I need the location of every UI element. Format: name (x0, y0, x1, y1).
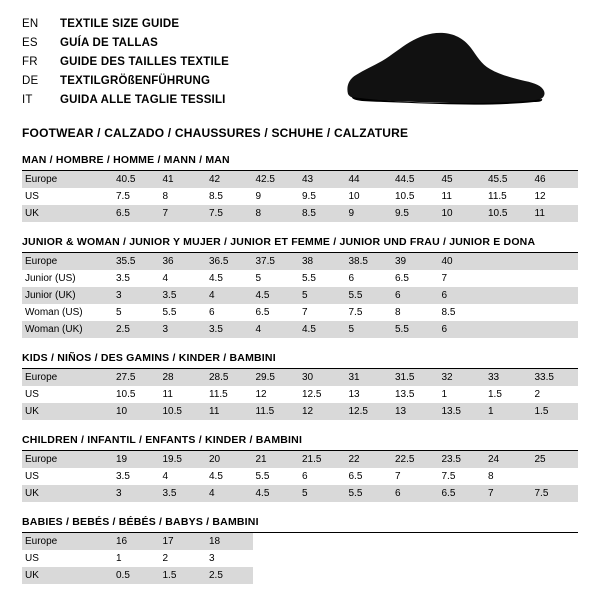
size-value-cell: 3.5 (116, 273, 130, 284)
size-value-cell: 5 (299, 287, 346, 304)
size-value-cell: 13.5 (439, 403, 486, 420)
size-value-cell: 8.5 (299, 205, 346, 222)
language-title-list-body (22, 16, 229, 111)
size-value-cell (532, 533, 579, 550)
size-value-cell: 8 (488, 471, 494, 482)
size-value-cell: 3.5 (206, 321, 253, 338)
size-table-body (22, 171, 578, 222)
size-row-label: UK (22, 567, 113, 584)
size-table-row (22, 287, 578, 304)
size-value-cell: 11.5 (209, 389, 228, 400)
size-value-cell: 8 (162, 191, 169, 202)
size-value-cell: 5.5 (255, 471, 270, 482)
size-value-cell (346, 567, 393, 584)
size-value-cell: 6 (302, 471, 308, 482)
size-value-cell: 35.5 (113, 253, 160, 270)
size-value-cell: 28.5 (206, 369, 253, 386)
size-value-cell: 41 (160, 171, 207, 188)
size-value-cell: 4 (206, 287, 253, 304)
size-value-cell: 7.5 (116, 191, 130, 202)
size-value-cell: 5 (299, 485, 346, 502)
size-table-row (22, 205, 578, 222)
size-value-cell: 3.5 (160, 287, 207, 304)
size-value-cell: 22 (346, 451, 393, 468)
size-value-cell: 5.5 (302, 273, 316, 284)
size-row-label: Europe (22, 451, 113, 468)
size-value-cell: 3 (209, 553, 215, 564)
size-value-cell: 1 (116, 553, 122, 564)
size-value-cell: 24 (485, 451, 532, 468)
size-table-row (22, 171, 578, 188)
size-value-cell (532, 253, 579, 270)
size-value-cell (532, 321, 579, 338)
size-table-block (22, 434, 578, 502)
size-value-cell: 6 (439, 321, 486, 338)
size-value-cell: 12 (299, 403, 346, 420)
size-row-label: Europe (22, 369, 113, 386)
size-value-cell: 9 (346, 205, 393, 222)
size-value-cell: 1.5 (160, 567, 207, 584)
size-value-cell: 3.5 (160, 485, 207, 502)
size-table-block (22, 236, 578, 338)
size-table-row (22, 369, 578, 386)
size-value-cell (253, 533, 300, 550)
size-value-cell: 6 (348, 273, 355, 284)
size-value-cell: 1.5 (532, 403, 579, 420)
size-value-cell: 2 (162, 553, 169, 564)
size-row-label: Junior (UK) (22, 287, 113, 304)
size-value-cell (532, 567, 579, 584)
size-value-cell: 11 (532, 205, 579, 222)
size-table-row (22, 270, 578, 287)
size-value-cell: 4.5 (253, 287, 300, 304)
size-value-cell: 17 (160, 533, 207, 550)
size-row-label: UK (22, 403, 113, 420)
size-table-heading: JUNIOR & WOMAN / JUNIOR Y MUJER / JUNIOR ET FEMME / JUNIOR UND FRAU / JUNIOR E DONA (22, 236, 578, 253)
size-value-cell: 5 (255, 273, 262, 284)
size-table-row (22, 567, 578, 584)
size-value-cell: 11 (206, 403, 253, 420)
language-title-list (22, 16, 229, 111)
size-row-label: US (25, 471, 39, 482)
size-value-cell: 10 (348, 191, 360, 202)
size-value-cell: 18 (206, 533, 253, 550)
size-value-cell: 11 (162, 389, 173, 400)
size-value-cell: 1 (485, 403, 532, 420)
language-row (22, 92, 229, 111)
size-value-cell: 32 (439, 369, 486, 386)
size-value-cell: 22.5 (392, 451, 439, 468)
size-table-row (22, 533, 578, 550)
size-value-cell: 13 (348, 389, 360, 400)
size-value-cell: 19.5 (160, 451, 207, 468)
size-value-cell: 10.5 (160, 403, 207, 420)
size-value-cell: 5 (346, 321, 393, 338)
size-value-cell: 8 (253, 205, 300, 222)
size-value-cell: 10.5 (116, 389, 136, 400)
size-value-cell (346, 550, 393, 567)
size-value-cell: 43 (299, 171, 346, 188)
size-value-cell: 6 (392, 287, 439, 304)
size-table-block (22, 154, 578, 222)
size-value-cell: 5.5 (392, 321, 439, 338)
size-value-cell: 5.5 (162, 307, 177, 318)
size-table-row (22, 321, 578, 338)
size-table (22, 369, 578, 420)
size-value-cell: 4 (162, 471, 169, 482)
size-value-cell: 7 (485, 485, 532, 502)
size-row-label: US (25, 191, 39, 202)
size-value-cell: 42.5 (253, 171, 300, 188)
size-value-cell (485, 270, 532, 287)
size-value-cell: 46 (532, 171, 579, 188)
size-value-cell: 6.5 (439, 485, 486, 502)
size-value-cell: 4.5 (253, 485, 300, 502)
size-value-cell: 27.5 (113, 369, 160, 386)
size-table-heading: CHILDREN / INFANTIL / ENFANTS / KINDER / BAMBINI (22, 434, 578, 451)
size-value-cell: 23.5 (439, 451, 486, 468)
size-value-cell: 3 (113, 485, 160, 502)
size-table-heading: BABIES / BEBÉS / BÉBÉS / BABYS / BAMBINI (22, 516, 578, 533)
size-value-cell: 3.5 (116, 471, 130, 482)
size-value-cell: 29.5 (253, 369, 300, 386)
size-value-cell: 7.5 (348, 307, 363, 318)
size-table-body (22, 253, 578, 338)
size-value-cell: 39 (392, 253, 439, 270)
size-value-cell (485, 304, 532, 321)
size-value-cell: 6.5 (255, 307, 270, 318)
size-value-cell: 8.5 (441, 307, 456, 318)
size-value-cell: 25 (532, 451, 579, 468)
size-value-cell: 7 (441, 273, 448, 284)
size-row-label: Woman (UK) (22, 321, 113, 338)
size-value-cell: 4 (162, 273, 169, 284)
size-value-cell: 12 (255, 389, 267, 400)
size-value-cell (439, 550, 486, 567)
language-code: EN (22, 18, 39, 30)
size-value-cell: 5 (116, 307, 122, 318)
size-value-cell: 45 (439, 171, 486, 188)
size-value-cell: 12.5 (346, 403, 393, 420)
size-value-cell: 45.5 (485, 171, 532, 188)
size-value-cell: 11 (441, 191, 452, 202)
language-title: GUIDE DES TAILLES TEXTILE (60, 56, 229, 68)
size-row-label: Junior (US) (25, 273, 76, 284)
size-value-cell (532, 468, 579, 485)
size-value-cell: 6.5 (395, 273, 409, 284)
language-code: ES (22, 37, 38, 49)
size-table-row (22, 550, 578, 567)
language-code: FR (22, 56, 38, 68)
size-value-cell: 5.5 (346, 287, 393, 304)
size-value-cell: 38 (299, 253, 346, 270)
document-header (22, 16, 578, 112)
language-title: GUIDA ALLE TAGLIE TESSILI (60, 94, 226, 106)
size-value-cell: 9 (255, 191, 262, 202)
size-value-cell: 4.5 (299, 321, 346, 338)
size-table-row (22, 386, 578, 403)
size-value-cell: 0.5 (113, 567, 160, 584)
size-value-cell (299, 533, 346, 550)
size-table (22, 253, 578, 338)
size-value-cell (439, 567, 486, 584)
size-table-row (22, 403, 578, 420)
size-value-cell: 6.5 (348, 471, 363, 482)
size-value-cell: 10.5 (395, 191, 415, 202)
size-value-cell (392, 533, 439, 550)
size-value-cell (532, 270, 579, 287)
size-row-label: US (25, 553, 39, 564)
size-table-row (22, 253, 578, 270)
size-row-label: Europe (22, 253, 113, 270)
size-value-cell: 7.5 (441, 471, 456, 482)
size-value-cell: 12 (534, 191, 546, 202)
size-table (22, 171, 578, 222)
size-value-cell: 37.5 (253, 253, 300, 270)
size-value-cell: 36.5 (206, 253, 253, 270)
size-value-cell (485, 533, 532, 550)
size-value-cell: 11.5 (488, 191, 507, 202)
size-value-cell: 33 (485, 369, 532, 386)
size-value-cell: 10.5 (485, 205, 532, 222)
size-value-cell: 3 (160, 321, 207, 338)
size-value-cell: 20 (206, 451, 253, 468)
size-table-block (22, 516, 578, 584)
size-value-cell: 33.5 (532, 369, 579, 386)
size-value-cell: 9.5 (392, 205, 439, 222)
language-row (22, 73, 229, 92)
size-value-cell (299, 567, 346, 584)
size-value-cell (485, 567, 532, 584)
size-row-label: Europe (22, 171, 113, 188)
size-value-cell (392, 550, 439, 567)
size-table-body (22, 451, 578, 502)
size-value-cell: 4.5 (209, 273, 223, 284)
size-value-cell: 6 (209, 307, 215, 318)
size-value-cell: 44.5 (392, 171, 439, 188)
size-table-body (22, 533, 578, 584)
size-value-cell: 42 (206, 171, 253, 188)
size-value-cell: 12.5 (302, 389, 322, 400)
size-value-cell: 44 (346, 171, 393, 188)
size-table-row (22, 304, 578, 321)
size-row-label: UK (22, 205, 113, 222)
size-value-cell: 31.5 (392, 369, 439, 386)
size-value-cell: 7 (395, 471, 401, 482)
size-value-cell: 8 (395, 307, 401, 318)
size-row-label: Woman (US) (25, 307, 83, 318)
size-value-cell (392, 567, 439, 584)
size-value-cell: 13.5 (395, 389, 415, 400)
size-value-cell (253, 550, 300, 567)
size-value-cell: 21.5 (299, 451, 346, 468)
size-value-cell: 2.5 (113, 321, 160, 338)
size-table-heading: KIDS / NIÑOS / DES GAMINS / KINDER / BAMBINI (22, 352, 578, 369)
size-table-block (22, 352, 578, 420)
size-value-cell (346, 533, 393, 550)
size-table-row (22, 485, 578, 502)
size-value-cell (485, 321, 532, 338)
size-value-cell: 11.5 (253, 403, 300, 420)
size-value-cell: 10 (439, 205, 486, 222)
size-value-cell: 7.5 (206, 205, 253, 222)
size-value-cell (485, 287, 532, 304)
size-table-row (22, 188, 578, 205)
language-title: GUÍA DE TALLAS (60, 37, 158, 49)
size-row-label: UK (22, 485, 113, 502)
language-code: DE (22, 75, 39, 87)
size-value-cell: 16 (113, 533, 160, 550)
size-table-row (22, 468, 578, 485)
size-value-cell: 1.5 (488, 389, 502, 400)
size-value-cell (485, 550, 532, 567)
size-value-cell (532, 304, 579, 321)
size-value-cell: 2.5 (206, 567, 253, 584)
size-value-cell: 40.5 (113, 171, 160, 188)
size-value-cell: 1 (441, 389, 448, 400)
size-value-cell: 6 (392, 485, 439, 502)
size-value-cell: 7 (302, 307, 308, 318)
size-value-cell: 4 (206, 485, 253, 502)
size-value-cell: 6.5 (113, 205, 160, 222)
size-value-cell: 19 (113, 451, 160, 468)
size-tables-container (22, 154, 578, 584)
language-code: IT (22, 94, 33, 106)
size-table (22, 451, 578, 502)
size-value-cell: 31 (346, 369, 393, 386)
language-row (22, 16, 229, 35)
size-value-cell: 13 (392, 403, 439, 420)
size-table-body (22, 369, 578, 420)
size-value-cell: 4 (253, 321, 300, 338)
size-table-heading: MAN / HOMBRE / HOMME / MANN / MAN (22, 154, 578, 171)
size-value-cell: 8.5 (209, 191, 223, 202)
size-value-cell (532, 550, 579, 567)
size-value-cell: 30 (299, 369, 346, 386)
size-value-cell (439, 533, 486, 550)
size-value-cell: 21 (253, 451, 300, 468)
dress-shoe-icon (340, 30, 550, 108)
size-value-cell: 40 (439, 253, 486, 270)
size-row-label: US (25, 389, 39, 400)
language-title: TEXTILGRÖßENFÜHRUNG (60, 75, 211, 87)
size-value-cell: 6 (439, 287, 486, 304)
language-row (22, 35, 229, 54)
size-value-cell (299, 550, 346, 567)
size-value-cell: 36 (160, 253, 207, 270)
size-value-cell: 10 (113, 403, 160, 420)
size-value-cell: 38.5 (346, 253, 393, 270)
size-table (22, 533, 578, 584)
size-value-cell: 28 (160, 369, 207, 386)
size-value-cell: 2 (534, 389, 541, 400)
size-value-cell (532, 287, 579, 304)
language-title: TEXTILE SIZE GUIDE (60, 18, 180, 30)
size-value-cell: 9.5 (302, 191, 316, 202)
size-value-cell (485, 253, 532, 270)
size-table-row (22, 451, 578, 468)
size-value-cell: 3 (113, 287, 160, 304)
size-row-label: Europe (22, 533, 113, 550)
size-value-cell: 7.5 (532, 485, 579, 502)
category-title: FOOTWEAR / CALZADO / CHAUSSURES / SCHUHE / CALZATURE (22, 126, 409, 140)
size-value-cell: 5.5 (346, 485, 393, 502)
size-value-cell: 4.5 (209, 471, 223, 482)
size-value-cell (253, 567, 300, 584)
language-row (22, 54, 229, 73)
size-value-cell: 7 (160, 205, 207, 222)
